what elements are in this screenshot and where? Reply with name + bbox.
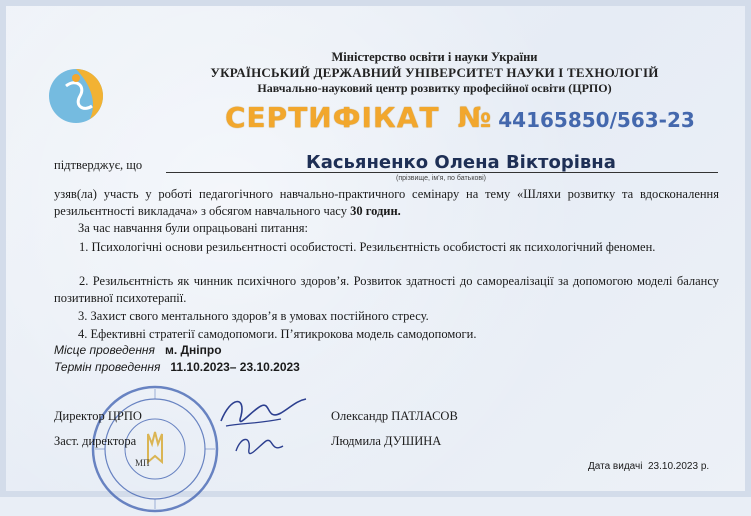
topics-intro: За час навчання були опрацьовані питання:: [78, 221, 308, 235]
university-heading: УКРАЇНСЬКИЙ ДЕРЖАВНИЙ УНІВЕРСИТЕТ НАУКИ І ТЕХНОЛОГІЙ: [210, 65, 659, 80]
stamp-mark: МП: [135, 458, 150, 468]
term-label: Термін проведення: [54, 360, 161, 374]
confirms-text: підтверджує, що: [54, 158, 143, 172]
deputy-name: Людмила ДУШИНА: [331, 434, 442, 448]
hours-value: 30 годин.: [350, 204, 401, 218]
issue-date: [588, 461, 709, 472]
center-heading: Навчально-науковий центр розвитку професійної освіти (ЦРПО): [257, 81, 612, 95]
place-label: Місце проведення: [54, 343, 155, 357]
recipient-name: Касьяненко Олена Вікторівна: [306, 152, 616, 173]
term-row: [54, 360, 300, 374]
topic-item: 4. Ефективні стратегії самодопомоги. П’ятикрокова модель самодопомоги.: [78, 327, 477, 341]
official-stamp: [88, 382, 222, 516]
participation-text: [54, 186, 719, 220]
handwritten-signatures: [211, 391, 321, 471]
number-sign: №: [457, 101, 493, 134]
certificate-number: 44165850/563-23: [498, 108, 695, 132]
topic-item: 1. Психологічні основи резильєнтності особистості. Резильєнтність особистості як психологічний феномен.: [79, 240, 656, 254]
topic-item: 2. Резильєнтність як чинник психічного здоров’я. Розвиток здатності до самореалізації за допомогою моделі балансу позитивної психотерапії.: [54, 274, 719, 305]
place-value: м. Дніпро: [164, 343, 222, 357]
place-row: [54, 343, 222, 357]
issue-date-label: Дата видачі: [588, 461, 643, 472]
certificate-title-text: СЕРТИФІКАТ: [225, 101, 440, 134]
ministry-heading: Міністерство освіти і науки України: [331, 50, 538, 64]
term-value: 11.10.2023– 23.10.2023: [170, 360, 300, 374]
issue-date-value: 23.10.2023 р.: [648, 461, 710, 472]
director-role: Директор ЦРПО: [54, 409, 142, 423]
topic-item: 3. Захист свого ментального здоров’я в умовах постійного стресу.: [78, 309, 429, 323]
participation-intro: узяв(ла) участь у роботі педагогічного навчально-практичного семінару на тему «Шляхи розвитку та вдосконалення резильєнтності викладача» з обсягом навчального часу: [54, 187, 719, 218]
name-hint: (прізвище, ім'я, по батькові): [396, 175, 486, 182]
certificate-title: [225, 101, 695, 134]
deputy-role: Заст. директора: [54, 434, 137, 448]
director-name: Олександр ПАТЛАСОВ: [331, 409, 458, 423]
